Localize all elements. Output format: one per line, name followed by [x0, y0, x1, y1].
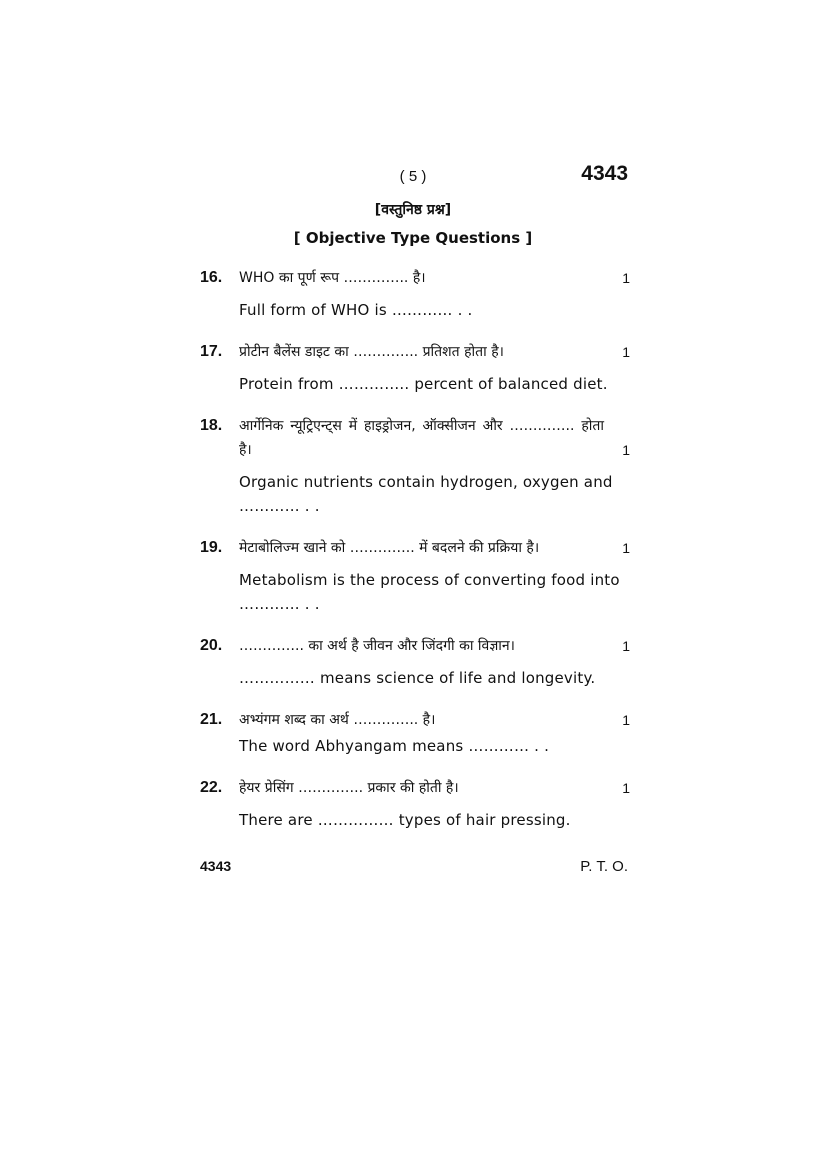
- question-20: [200, 634, 630, 690]
- question-number: 21.: [200, 711, 223, 728]
- question-text-english: Metabolism is the process of converting food into ………… . .: [239, 571, 620, 613]
- page-number: ( 5 ): [399, 168, 427, 185]
- question-16: [200, 266, 630, 322]
- question-marks: 1: [622, 638, 630, 654]
- question-21: [200, 708, 630, 758]
- question-22: [200, 776, 630, 832]
- question-text-english: …………… means science of life and longevity.: [239, 669, 596, 687]
- question-number: 20.: [200, 637, 223, 654]
- question-number: 16.: [200, 269, 223, 286]
- question-marks: 1: [622, 780, 630, 796]
- footer-paper-code: 4343: [200, 858, 232, 874]
- question-number: 17.: [200, 343, 223, 360]
- question-text-hindi: अभ्यंगम शब्द का अर्थ ………….. है। 1: [239, 708, 630, 732]
- question-text-english: There are …………… types of hair pressing.: [239, 811, 571, 829]
- question-text-hindi: हेयर प्रेसिंग ………….. प्रकार की होती है। 1: [239, 776, 630, 800]
- question-19: [200, 536, 630, 616]
- question-list: [200, 266, 630, 832]
- question-marks: 1: [622, 712, 630, 728]
- question-18: [200, 414, 630, 518]
- question-marks: 1: [622, 270, 630, 286]
- question-text-hindi: ………….. का अर्थ है जीवन और जिंदगी का विज्ञान। 1: [239, 634, 630, 658]
- question-marks: 1: [622, 344, 630, 360]
- footer-pto: P. T. O.: [580, 858, 628, 875]
- question-number: 22.: [200, 779, 223, 796]
- question-text-english: Organic nutrients contain hydrogen, oxygen and ………… . .: [239, 473, 613, 515]
- section-heading-hindi: [वस्तुनिष्ठ प्रश्न]: [374, 202, 452, 218]
- question-text-hindi: आर्गेनिक न्यूट्रिएन्ट्स में हाइड्रोजन, ऑक्सीजन और ………….. होता है। 1: [239, 414, 630, 462]
- question-number: 18.: [200, 417, 223, 434]
- question-text-english: Full form of WHO is ………… . .: [239, 301, 473, 319]
- question-text-hindi: WHO का पूर्ण रूप ………….. है। 1: [239, 266, 630, 290]
- question-17: [200, 340, 630, 396]
- question-marks: 1: [622, 442, 630, 458]
- question-text-hindi: मेटाबोलिज्म खाने को ………….. में बदलने की प्रक्रिया है। 1: [239, 536, 630, 560]
- section-heading-english: [ Objective Type Questions ]: [293, 229, 533, 247]
- question-text-hindi: प्रोटीन बैलेंस डाइट का ………….. प्रतिशत होता है। 1: [239, 340, 630, 364]
- paper-code-header: 4343: [581, 162, 628, 185]
- question-text-english: The word Abhyangam means ………… . .: [239, 737, 550, 755]
- question-number: 19.: [200, 539, 223, 556]
- question-marks: 1: [622, 540, 630, 556]
- question-text-english: Protein from ………….. percent of balanced diet.: [239, 375, 608, 393]
